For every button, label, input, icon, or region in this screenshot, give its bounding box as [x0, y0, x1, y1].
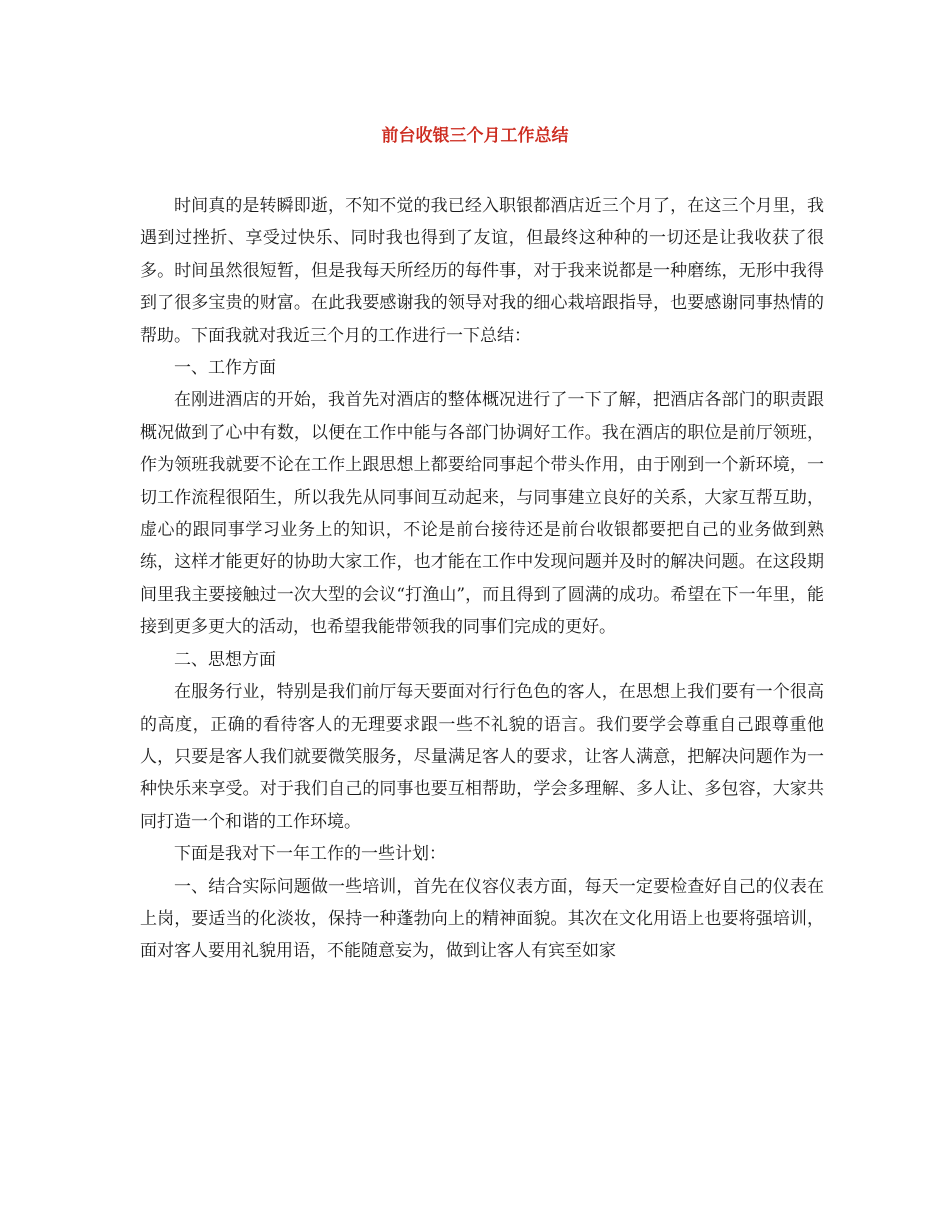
document-title: 前台收银三个月工作总结 — [381, 126, 569, 146]
plan-intro: 下面是我对下一年工作的一些计划： — [174, 844, 446, 865]
paragraph-thought: 在服务行业，特别是我们前厅每天要面对行行色色的客人，在思想上我们要有一个很高的高度，正确的看待客人的无理要求跟一些不礼貌的语言。我们要学会尊重自己跟尊重他人，只要是客人我们就要微笑服务，尽量满足客人的要求，让客人满意，把解决问题作为一种快乐来享受。对于我们自己的同事也要互相帮助，学会多理解、多人让、多包容，大家共同打造一个和谐的工作环境。 — [140, 682, 824, 832]
paragraph-work: 在刚进酒店的开始，我首先对酒店的整体概况进行了一下了解，把酒店各部门的职责跟概况做到了心中有数，以便在工作中能与各部门协调好工作。我在酒店的职位是前厅领班，作为领班我就要不论在工作上跟思想上都要给同事起个带头作用，由于刚到一个新环境，一切工作流程很陌生，所以我先从同事间互动起来，与同事建立良好的关系，大家互帮互助，虚心的跟同事学习业务上的知识，不论是前台接待还是前台收银都要把自己的业务做到熟练，这样才能更好的协助大家工作，也才能在工作中发现问题并及时的解决问题。在这段期间里我主要接触过一次大型的会议“打渔山”，而且得到了圆满的成功。希望在下一年里，能接到更多更大的活动，也希望我能带领我的同事们完成的更好。 — [140, 390, 824, 638]
section-heading-work: 一、工作方面 — [174, 358, 276, 379]
section-heading-thought: 二、思想方面 — [174, 649, 276, 670]
plan-item-1: 一、结合实际问题做一些培训，首先在仪容仪表方面，每天一定要检查好自己的仪表在上岗，要适当的化淡妆，保持一种蓬勃向上的精神面貌。其次在文化用语上也要将强培训，面对客人要用礼貌用语，不能随意妄为，做到让客人有宾至如家 — [140, 876, 824, 962]
document-body — [140, 190, 824, 968]
paragraph-intro: 时间真的是转瞬即逝，不知不觉的我已经入职银都酒店近三个月了，在这三个月里，我遇到过挫折、享受过快乐、同时我也得到了友谊，但最终这种种的一切还是让我收获了很多。时间虽然很短暂，但是我每天所经历的每件事，对于我来说都是一种磨练，无形中我得到了很多宝贵的财富。在此我要感谢我的领导对我的细心栽培跟指导，也要感谢同事热情的帮助。下面我就对我近三个月的工作进行一下总结： — [140, 196, 824, 346]
